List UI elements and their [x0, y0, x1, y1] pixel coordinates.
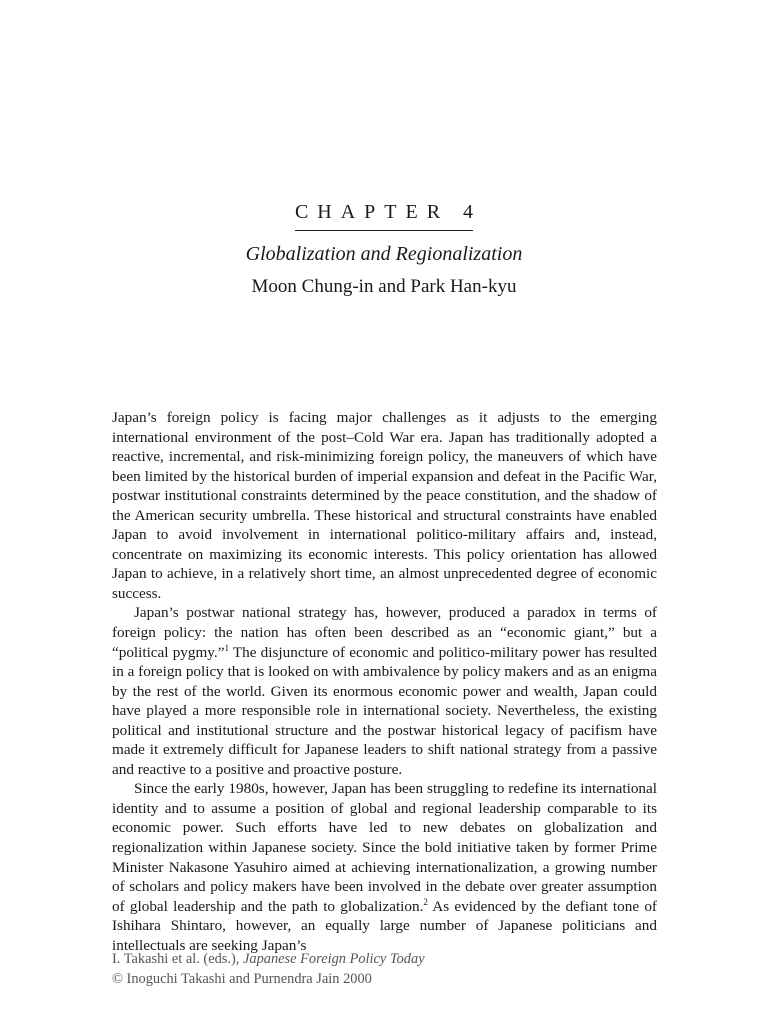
- body-text: [112, 408, 657, 955]
- chapter-authors: Moon Chung-in and Park Han-kyu: [251, 276, 517, 297]
- citation-title: Japanese Foreign Policy Today: [243, 951, 425, 967]
- citation-line: [112, 949, 425, 969]
- copyright-line: © Inoguchi Takashi and Purnendra Jain 2000: [112, 971, 372, 987]
- paragraph-2-text-after: The disjuncture of economic and politico-military power has resulted in a foreign policy that is looked on with ambivalence by policy makers and as an enigma by the rest of the world. Given its enormous economic power and wealth, Japan could have played a more responsible role in international society. Nevertheless, the existing political and institutional structure and the postwar historical legacy of pacifism have made it extremely difficult for Japanese leaders to shift national strategy from a passive and reactive to a positive and proactive posture.: [112, 643, 657, 778]
- chapter-heading: [0, 196, 768, 301]
- chapter-rule: [295, 230, 473, 231]
- paragraph-3-text-before: Since the early 1980s, however, Japan has been struggling to redefine its international identity and to assume a position of global and regional leadership comparable to its economic power. Such efforts have led to new debates on globalization and regionalization within Japanese society. Since the bold initiative taken by former Prime Minister Nakasone Yasuhiro aimed at achieving internationalization, a growing number of scholars and policy makers have been involved in the debate over greater assumption of global leadership and the path to globalization.: [112, 780, 657, 915]
- chapter-title: Globalization and Regionalization: [245, 243, 523, 265]
- paragraph-3: [112, 779, 657, 955]
- paragraph-2-text-before: Japan’s postwar national strategy has, however, produced a paradox in terms of foreign policy: the nation has often been described as an “economic giant,” but a “political pygmy.”: [112, 604, 657, 661]
- page-footer: [112, 949, 425, 989]
- paragraph-1: Japan’s foreign policy is facing major challenges as it adjusts to the emerging international environment of the post–Cold War era. Japan has traditionally adopted a reactive, incremental, and risk-minimizing foreign policy, the maneuvers of which have been limited by the historical burden of imperial expansion and defeat in the Pacific War, postwar institutional constraints determined by the peace constitution, and the shadow of the American security umbrella. These historical and structural constraints have enabled Japan to avoid involvement in international politico-military affairs and, instead, concentrate on maximizing its economic interests. This policy orientation has allowed Japan to achieve, in a relatively short time, an almost unprecedented degree of economic success.: [112, 409, 657, 602]
- footnote-ref-2: 2: [423, 896, 428, 907]
- footnote-ref-1: 1: [224, 642, 229, 653]
- paragraph-3-text-after: As evidenced by the defiant tone of Ishihara Shintaro, however, an equally large number of Japanese politicians and intellectuals are seeking Japan’s: [112, 897, 657, 954]
- chapter-label: CHAPTER 4: [294, 201, 483, 223]
- citation-prefix: I. Takashi et al. (eds.),: [112, 951, 243, 967]
- paragraph-2: [112, 603, 657, 779]
